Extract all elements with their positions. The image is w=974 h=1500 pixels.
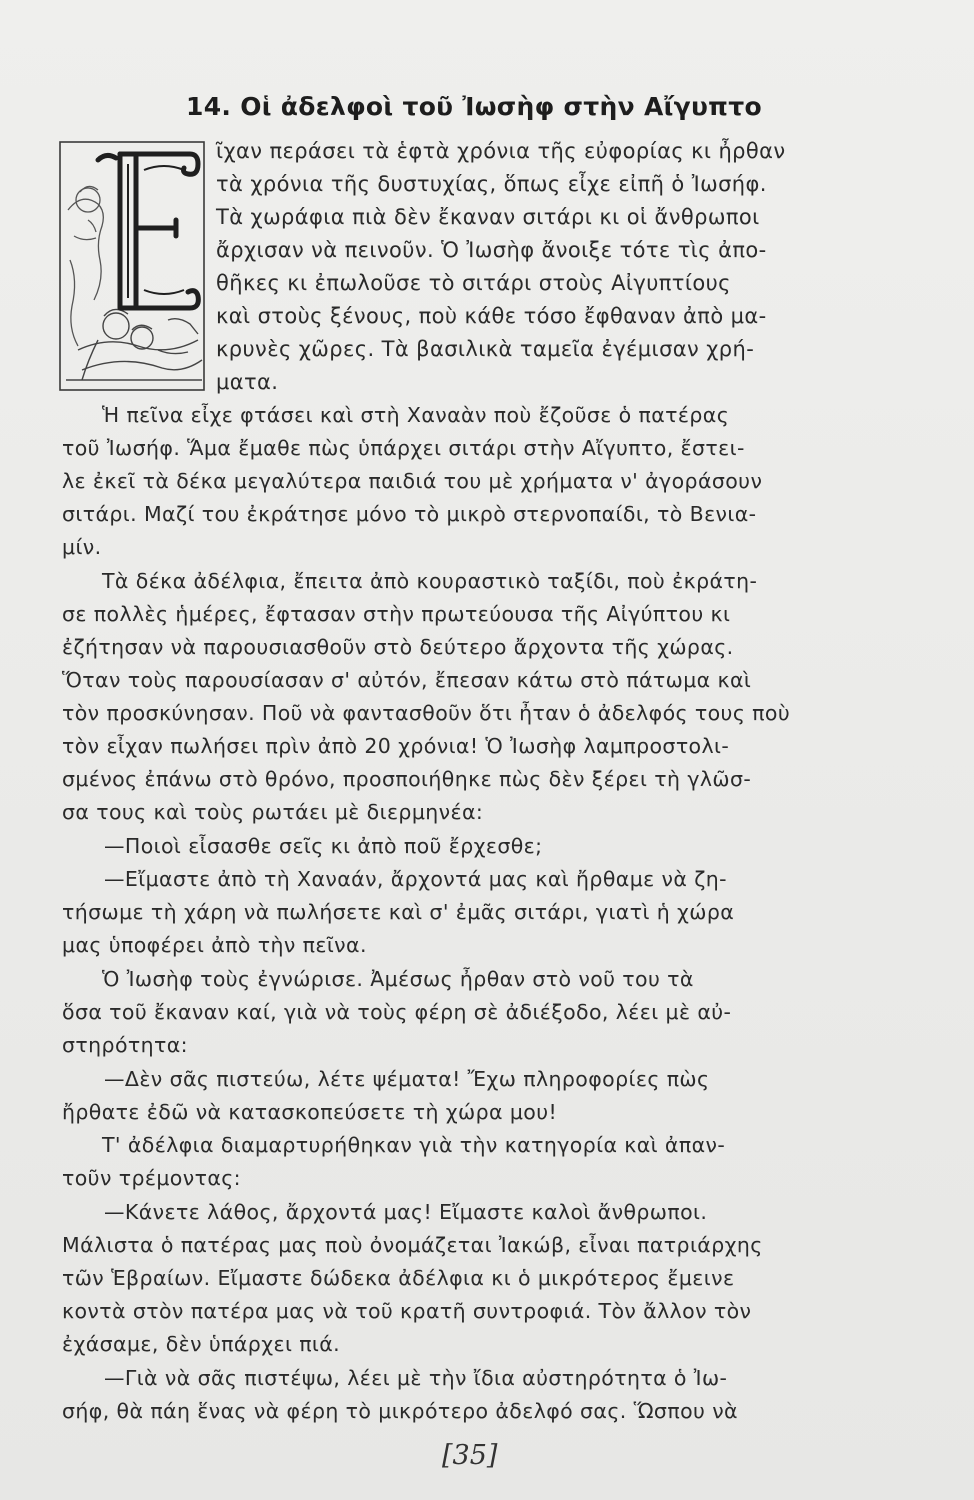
text-line: Ὅταν τοὺς παρουσίασαν σ' αὐτόν, ἔπεσαν κάτω στὸ πάτωμα καὶ (62, 668, 752, 692)
text-line: σα τους καὶ τοὺς ρωτάει μὲ διερμηνέα: (62, 800, 484, 824)
text-line: ματα. (216, 370, 279, 394)
text-line: Τὰ χωράφια πιὰ δὲν ἔκαναν σιτάρι κι οἱ ἄνθρωποι (216, 205, 760, 229)
text-line: τοῦν τρέμοντας: (62, 1166, 241, 1190)
text-line: Ἡ πεῖνα εἶχε φτάσει καὶ στὴ Χαναὰν ποὺ ἔζοῦσε ὁ πατέρας (102, 403, 730, 427)
text-line: —Δὲν σᾶς πιστεύω, λέτε ψέματα! Ἔχω πληροφορίες πὼς (104, 1067, 710, 1091)
text-line: θῆκες κι ἐπωλοῦσε τὸ σιτάρι στοὺς Αἰγυπτίους (216, 271, 731, 295)
text-line: τῶν Ἑβραίων. Εἴμαστε δώδεκα ἀδέλφια κι ὁ μικρότερος ἔμεινε (62, 1266, 735, 1290)
text-line: Μάλιστα ὁ πατέρας μας ποὺ ὀνομάζεται Ἰακώβ, εἶναι πατριάρχης (62, 1233, 763, 1257)
text-line: τοῦ Ἰωσήφ. Ἅμα ἔμαθε πὼς ὑπάρχει σιτάρι στὴν Αἴγυπτο, ἔστει- (62, 436, 745, 460)
text-line: μας ὑποφέρει ἀπὸ τὴν πεῖνα. (62, 933, 367, 957)
text-line: ἐζήτησαν νὰ παρουσιασθοῦν στὸ δεύτερο ἄρχοντα τῆς χώρας. (62, 635, 734, 659)
text-line: Τὰ δέκα ἀδέλφια, ἔπειτα ἀπὸ κουραστικὸ ταξίδι, ποὺ ἐκράτη- (102, 569, 758, 593)
text-line: κρυνὲς χῶρες. Τὰ βασιλικὰ ταμεῖα ἐγέμισαν χρή- (216, 337, 755, 361)
text-line: σιτάρι. Μαζί του ἐκράτησε μόνο τὸ μικρὸ στερνοπαίδι, τὸ Βενια- (62, 502, 757, 526)
text-line: —Γιὰ νὰ σᾶς πιστέψω, λέει μὲ τὴν ἴδια αὐστηρότητα ὁ Ἰω- (104, 1366, 728, 1390)
text-line: —Εἴμαστε ἀπὸ τὴ Χαναάν, ἄρχοντά μας καὶ ἤρθαμε νὰ ζη- (104, 867, 727, 891)
text-line: τὸν εἶχαν πωλήσει πρὶν ἀπὸ 20 χρόνια! Ὁ Ἰωσὴφ λαμπροστολι- (62, 734, 730, 758)
text-line: λε ἐκεῖ τὰ δέκα μεγαλύτερα παιδιά του μὲ χρήματα ν' ἀγοράσουν (62, 469, 763, 493)
text-line: τὸν προσκύνησαν. Ποῦ νὰ φαντασθοῦν ὅτι ἦταν ὁ ἀδελφός τους ποὺ (62, 701, 791, 725)
text-line: ῖχαν περάσει τὰ ἑφτὰ χρόνια τῆς εὐφορίας κι ἦρθαν (216, 139, 786, 163)
text-line: στηρότητα: (62, 1033, 188, 1057)
text-line: σμένος ἐπάνω στὸ θρόνο, προσποιήθηκε πὼς δὲν ξέρει τὴ γλῶσ- (62, 767, 752, 791)
text-line: τὰ χρόνια τῆς δυστυχίας, ὅπως εἶχε εἰπῆ ὁ Ἰωσήφ. (216, 172, 767, 196)
text-line: σε πολλὲς ἡμέρες, ἔφτασαν στὴν πρωτεύουσα τῆς Αἰγύπτου κι (62, 602, 731, 626)
text-line: —Κάνετε λάθος, ἄρχοντά μας! Εἴμαστε καλοὶ ἄνθρωποι. (104, 1200, 708, 1224)
text-line: Τ' ἀδέλφια διαμαρτυρήθηκαν γιὰ τὴν κατηγορία καὶ ἀπαν- (102, 1133, 726, 1157)
chapter-title: 14. Οἱ ἀδελφοὶ τοῦ Ἰωσὴφ στὴν Αἴγυπτο (186, 92, 762, 121)
text-line: ἐχάσαμε, δὲν ὑπάρχει πιά. (62, 1332, 341, 1356)
text-line: Ὁ Ἰωσὴφ τοὺς ἐγνώρισε. Ἀμέσως ἦρθαν στὸ νοῦ του τὰ (102, 967, 694, 991)
text-line: —Ποιοὶ εἶσασθε σεῖς κι ἀπὸ ποῦ ἔρχεσθε; (104, 834, 543, 858)
page-number: [35] (442, 1440, 498, 1471)
text-line: σήφ, θὰ πάη ἕνας νὰ φέρη τὸ μικρότερο ἀδελφό σας. Ὥσπου νὰ (62, 1399, 738, 1423)
text-line: κοντὰ στὸν πατέρα μας νὰ τοῦ κρατῆ συντροφιά. Τὸν ἄλλον τὸν (62, 1299, 752, 1323)
text-line: ἤρθατε ἐδῶ νὰ κατασκοπεύσετε τὴ χώρα μου! (62, 1100, 558, 1124)
text-line: ἄρχισαν νὰ πεινοῦν. Ὁ Ἰωσὴφ ἄνοιξε τότε τὶς ἀπο- (216, 238, 767, 262)
text-line: μίν. (62, 535, 102, 559)
text-line: ὅσα τοῦ ἔκαναν καί, γιὰ νὰ τοὺς φέρη σὲ ἀδιέξοδο, λέει μὲ αὐ- (62, 1000, 732, 1024)
text-line: τήσωμε τὴ χάρη νὰ πωλήσετε καὶ σ' ἐμᾶς σιτάρι, γιατὶ ἡ χώρα (62, 900, 735, 924)
text-line: καὶ στοὺς ξένους, ποὺ κάθε τόσο ἔφθαναν ἀπὸ μα- (216, 304, 767, 328)
